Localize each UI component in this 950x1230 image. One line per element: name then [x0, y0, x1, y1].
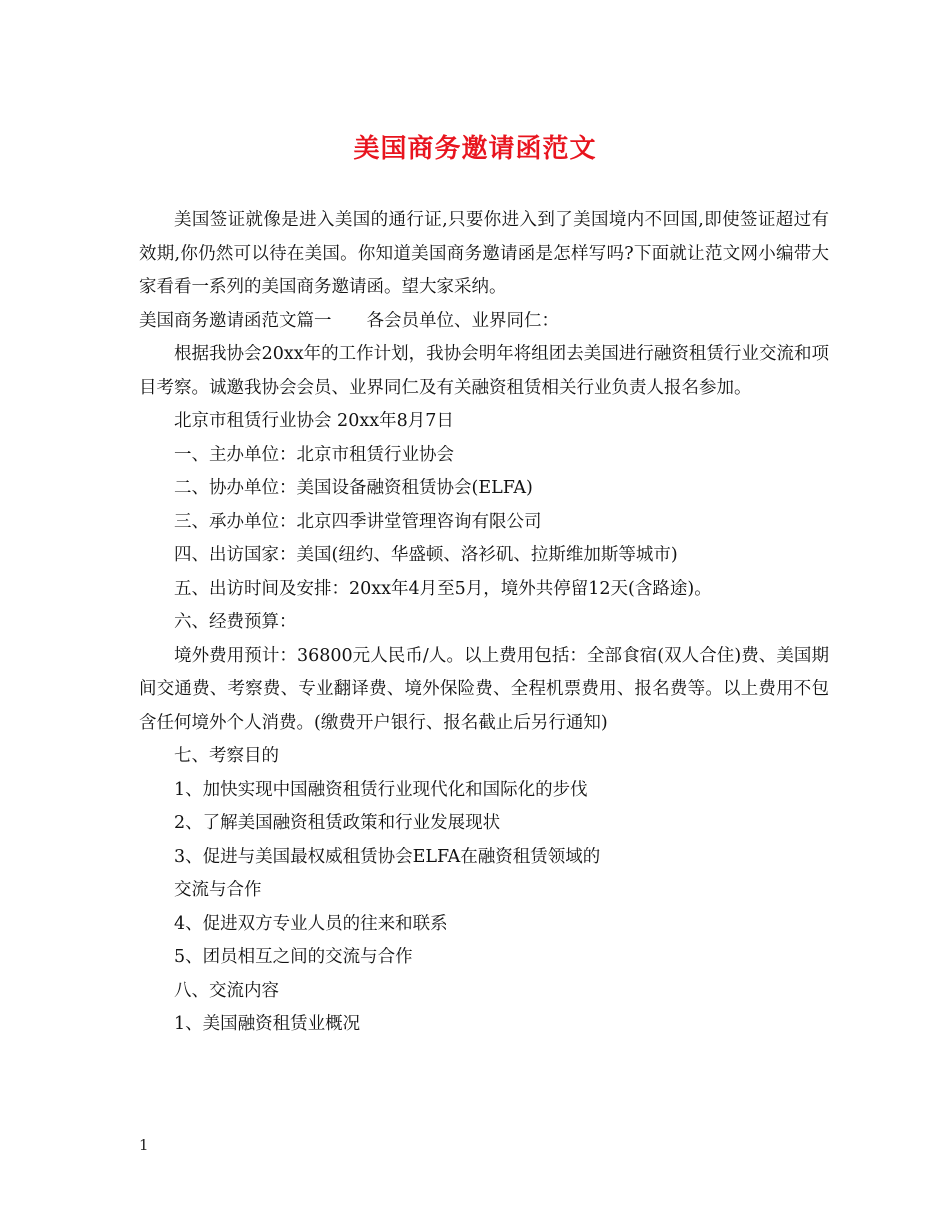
budget-heading: 六、经费预算：	[174, 612, 297, 632]
schedule-item: 五、出访时间及安排：20xx年4月至5月，境外共停留12天(含路途)。	[174, 578, 712, 599]
purpose-item-1: 1、加快实现中国融资租赁行业现代化和国际化的步伐	[174, 779, 588, 800]
purpose-item-5: 5、团员相互之间的交流与合作	[174, 947, 413, 967]
purpose-item-3-continued: 交流与合作	[174, 880, 262, 900]
exchange-heading: 八、交流内容	[174, 980, 279, 1001]
section-heading: 美国商务邀请函范文篇一 各会员单位、业界同仁：	[139, 310, 559, 331]
undertaker-item: 三、承办单位：北京四季讲堂管理咨询有限公司	[174, 511, 542, 532]
co-organizer-item: 二、协办单位：美国设备融资租赁协会(ELFA)	[174, 478, 533, 498]
intro-paragraph: 美国签证就像是进入美国的通行证,只要你进入到了美国境内不回国,即使签证超过有效期,你仍然可以待在美国。你知道美国商务邀请函是怎样写吗?下面就让范文网小编带大家看看一系列的美国商务邀请函。望大家采纳。	[139, 210, 829, 297]
destination-item: 四、出访国家：美国(纽约、华盛顿、洛衫矶、拉斯维加斯等城市)	[174, 545, 678, 565]
organizer-item: 一、主办单位：北京市租赁行业协会	[174, 444, 454, 465]
purpose-heading: 七、考察目的	[174, 746, 279, 766]
budget-paragraph: 境外费用预计：36800元人民币/人。以上费用包括：全部食宿(双人合住)费、美国期间交通费、考察费、专业翻译费、境外保险费、全程机票费用、报名费等。以上费用不包含任何境外个人消费。(缴费开户银行、报名截止后另行通知)	[139, 645, 829, 733]
purpose-item-3: 3、促进与美国最权威租赁协会ELFA在融资租赁领域的	[174, 846, 601, 867]
signature-line: 北京市租赁行业协会 20xx年8月7日	[174, 411, 454, 431]
page-number: 1	[139, 1136, 149, 1154]
document-body	[139, 204, 829, 1042]
purpose-item-4: 4、促进双方专业人员的往来和联系	[174, 913, 448, 934]
invitation-paragraph: 根据我协会20xx年的工作计划，我协会明年将组团去美国进行融资租赁行业交流和项目考察。诚邀我协会会员、业界同仁及有关融资租赁相关行业负责人报名参加。	[139, 344, 829, 398]
purpose-item-2: 2、了解美国融资租赁政策和行业发展现状	[174, 813, 501, 833]
exchange-item-1: 1、美国融资租赁业概况	[174, 1014, 361, 1034]
document-title: 美国商务邀请函范文	[353, 134, 597, 164]
